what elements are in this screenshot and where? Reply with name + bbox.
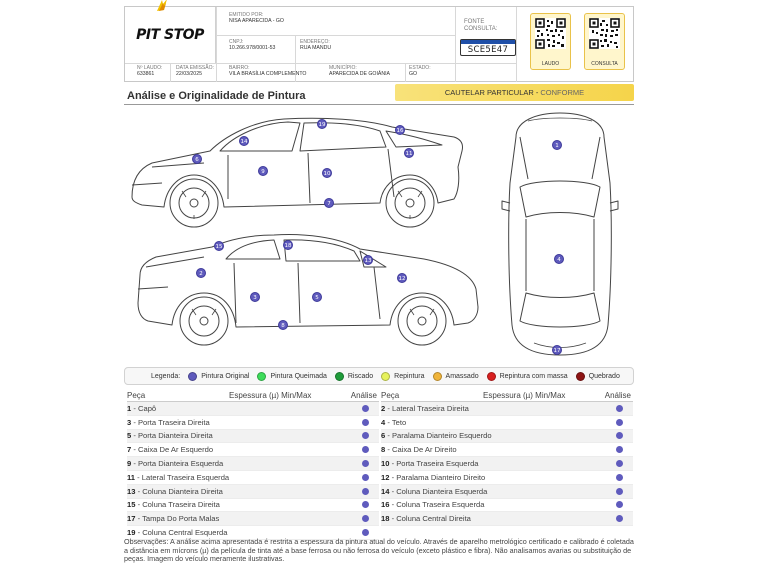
part-name: 15 - Coluna Traseira Direita [127,500,220,510]
analysis-status-dot [616,515,623,522]
table-row [381,471,633,485]
analysis-status-dot [362,488,369,495]
legend-label: Quebrado [588,372,620,380]
part-label: Teto [391,417,407,427]
part-number: 4 [381,417,386,427]
legend-label: Pintura Original [201,372,250,380]
qr-code-icon [589,18,620,49]
part-number: 16 [381,500,390,510]
cnpj-value: 10.266.978/0001-53 [229,44,276,51]
table-row [381,512,633,526]
parts-table-right [381,390,633,526]
municipio-label: MUNICÍPIO: [329,65,357,71]
marker-8[interactable]: 8 [278,320,288,330]
emitido-value: NISA APARECIDA - GO [229,17,284,24]
marker-5[interactable]: 5 [312,292,322,302]
analysis-status-dot [616,419,623,426]
table-row [381,485,633,499]
marker-2[interactable]: 2 [196,268,206,278]
table-row [127,471,379,485]
marker-4[interactable]: 4 [554,254,564,264]
analysis-status-dot [362,515,369,522]
legend-color-dot [433,372,442,381]
part-name: 14 - Coluna Dianteira Esquerda [381,486,488,496]
section-divider [124,104,634,105]
fonte-label: FONTE [464,19,485,25]
endereco-value: RUA MANDU [300,44,332,51]
part-label: Porta Traseira Esquerda [396,459,479,469]
part-number: 6 [381,431,386,441]
analysis-status-dot [616,460,623,467]
marker-17[interactable]: 17 [552,345,562,355]
part-label: Coluna Dianteira Esquerda [396,486,488,496]
report-header [124,6,634,82]
qr-laudo[interactable] [530,13,571,70]
part-label: Coluna Dianteira Direita [142,486,223,496]
legend [124,367,634,385]
analysis-status-dot [616,474,623,481]
legend-color-dot [257,372,266,381]
col-espessura: Espessura (µ) Min/Max [229,391,312,400]
part-label: Coluna Traseira Direita [142,500,220,510]
table-row [127,512,379,526]
table-row [381,499,633,513]
marker-3[interactable]: 3 [250,292,260,302]
part-number: 19 [127,528,136,538]
table-row [127,457,379,471]
table-row [381,430,633,444]
part-label: Tampa Do Porta Malas [142,514,220,524]
table-row [127,443,379,457]
analysis-status-dot [362,432,369,439]
part-number: 9 [127,459,132,469]
consulta-label: CONSULTA: [464,25,498,32]
part-name: 8 - Caixa De Ar Direito [381,445,457,455]
part-name: 6 - Paralama Dianteiro Esquerdo [381,431,492,441]
laudo-value: 633861 [137,70,155,77]
col-espessura: Espessura (µ) Min/Max [483,391,566,400]
laudo-label: Nº LAUDO: [137,65,163,71]
col-peca: Peça [127,391,146,400]
qr-consulta[interactable] [584,13,625,70]
part-label: Porta Dianteira Esquerda [137,459,224,469]
part-name: 4 - Teto [381,417,407,427]
bairro-value: VILA BRASÍLIA COMPLEMENTO [229,70,307,77]
pit-stop-logo [125,7,216,63]
analysis-status-dot [362,446,369,453]
legend-color-dot [576,372,585,381]
part-label: Lateral Traseira Esquerda [141,472,230,482]
part-name: 19 - Coluna Central Esquerda [127,528,228,538]
part-label: Coluna Central Esquerda [142,528,228,538]
table-row [127,430,379,444]
marker-12[interactable]: 12 [397,273,407,283]
emitido-label: EMITIDO POR: [229,12,264,18]
table-row [127,485,379,499]
analysis-status-dot [616,446,623,453]
part-label: Coluna Central Direita [396,514,471,524]
status-text: CAUTELAR PARTICULAR - [444,88,539,97]
analysis-status-dot [362,474,369,481]
analysis-status-dot [616,405,623,412]
legend-color-dot [487,372,496,381]
part-number: 3 [127,417,132,427]
part-number: 2 [381,403,386,413]
part-name: 7 - Caixa De Ar Esquerdo [127,445,214,455]
part-label: Porta Traseira Direita [137,417,210,427]
table-header [127,390,379,402]
qr-laudo-label: LAUDO [541,61,560,67]
analysis-status-dot [362,460,369,467]
part-name: 5 - Porta Dianteira Direita [127,431,213,441]
part-number: 15 [127,500,136,510]
table-row [381,402,633,416]
part-number: 11 [127,472,136,482]
col-peca: Peça [381,391,400,400]
part-label: Lateral Traseira Direita [391,403,469,413]
legend-label: Amassado [445,372,479,380]
analysis-status-dot [362,405,369,412]
table-row [127,499,379,513]
part-name: 17 - Tampa Do Porta Malas [127,514,220,524]
status-value: CONFORME [540,88,585,97]
part-name: 10 - Porta Traseira Esquerda [381,459,479,469]
legend-title: Legenda: [151,372,181,380]
part-number: 1 [127,403,132,413]
estado-value: GO [409,70,418,77]
col-analise: Análise [350,391,377,400]
legend-label: Repintura [394,372,425,380]
municipio-value: APARECIDA DE GOIÂNIA [329,70,391,77]
bairro-label: BAIRRO: [229,65,250,71]
marker-19[interactable]: 19 [317,119,327,129]
part-label: Paralama Dianteiro Esquerdo [391,431,492,441]
marker-14[interactable]: 14 [239,136,249,146]
part-number: 18 [381,514,390,524]
section-title: Análise e Originalidade de Pintura [127,90,306,102]
plate-number: SCE5E47 [467,45,509,55]
license-plate [460,39,516,56]
legend-color-dot [335,372,344,381]
analysis-status-dot [362,419,369,426]
marker-1[interactable]: 1 [552,140,562,150]
qr-consulta-label: CONSULTA [591,61,618,67]
part-number: 10 [381,459,390,469]
col-analise: Análise [604,391,631,400]
part-number: 17 [127,514,136,524]
part-name: 3 - Porta Traseira Direita [127,417,210,427]
table-row [381,416,633,430]
part-label: Caixa De Ar Esquerdo [137,445,214,455]
data-emissao-value: 22/03/2025 [176,70,202,77]
table-row [127,416,379,430]
estado-label: ESTADO: [409,65,431,71]
legend-color-dot [188,372,197,381]
endereco-label: ENDEREÇO: [300,39,330,45]
legend-item [576,372,620,381]
marker-7[interactable]: 7 [324,198,334,208]
part-label: Paralama Dianteiro Direito [396,472,486,482]
part-label: Capô [137,403,157,413]
marker-16[interactable]: 16 [395,125,405,135]
legend-item [188,372,249,381]
part-label: Caixa De Ar Direito [391,445,457,455]
car-diagram [124,107,634,362]
part-number: 12 [381,472,390,482]
table-row [127,402,379,416]
part-number: 14 [381,486,390,496]
marker-6[interactable]: 6 [192,154,202,164]
legend-item [433,372,479,381]
analysis-status-dot [362,529,369,536]
marker-10[interactable]: 10 [322,168,332,178]
marker-13[interactable]: 13 [363,255,373,265]
data-emissao-label: DATA EMISSÃO: [176,65,214,71]
part-label: Coluna Traseira Esquerda [396,500,485,510]
part-number: 13 [127,486,136,496]
status-band [395,84,634,101]
legend-color-dot [381,372,390,381]
table-header [381,390,633,402]
qr-code-icon [535,18,566,49]
legend-item [487,372,568,381]
legend-label: Riscado [347,372,374,380]
part-name: 2 - Lateral Traseira Direita [381,403,469,413]
analysis-status-dot [616,501,623,508]
marker-15[interactable]: 15 [214,241,224,251]
analysis-status-dot [616,488,623,495]
part-number: 5 [127,431,132,441]
legend-label: Pintura Queimada [270,372,327,380]
observations-text: Observações: A análise acima apresentada é restrita a espessura da pintura atual do veículo. Através de aparelho metrológico certificado e calibrado é coletada a distância em mícrons (µ) da película de tinta até a base ferrosa ou não ferrosa do veículo (exceto plástico e fibra). Não analisamos avarias ou substituição de peças. Imagem do veículo meramente ilustrativas. [124,537,634,564]
analysis-status-dot [616,432,623,439]
part-label: Porta Dianteira Direita [137,431,213,441]
legend-label: Repintura com massa [499,372,568,380]
part-number: 8 [381,445,386,455]
cnpj-label: CNPJ: [229,39,244,45]
table-row [381,443,633,457]
part-name: 16 - Coluna Traseira Esquerda [381,500,485,510]
legend-item [257,372,326,381]
part-name: 9 - Porta Dianteira Esquerda [127,459,224,469]
flame-icon [155,0,169,12]
legend-item [381,372,424,381]
part-number: 7 [127,445,132,455]
analysis-status-dot [362,501,369,508]
part-name: 12 - Paralama Dianteiro Direito [381,472,486,482]
legend-item [335,372,373,381]
marker-11[interactable]: 11 [404,148,414,158]
marker-18[interactable]: 18 [283,240,293,250]
part-name: 13 - Coluna Dianteira Direita [127,486,223,496]
part-name: 11 - Lateral Traseira Esquerda [127,472,230,482]
parts-table-left [127,390,379,540]
part-name: 18 - Coluna Central Direita [381,514,471,524]
part-name: 1 - Capô [127,403,157,413]
table-row [381,457,633,471]
logo-text: PIT STOP [136,27,204,43]
marker-9[interactable]: 9 [258,166,268,176]
